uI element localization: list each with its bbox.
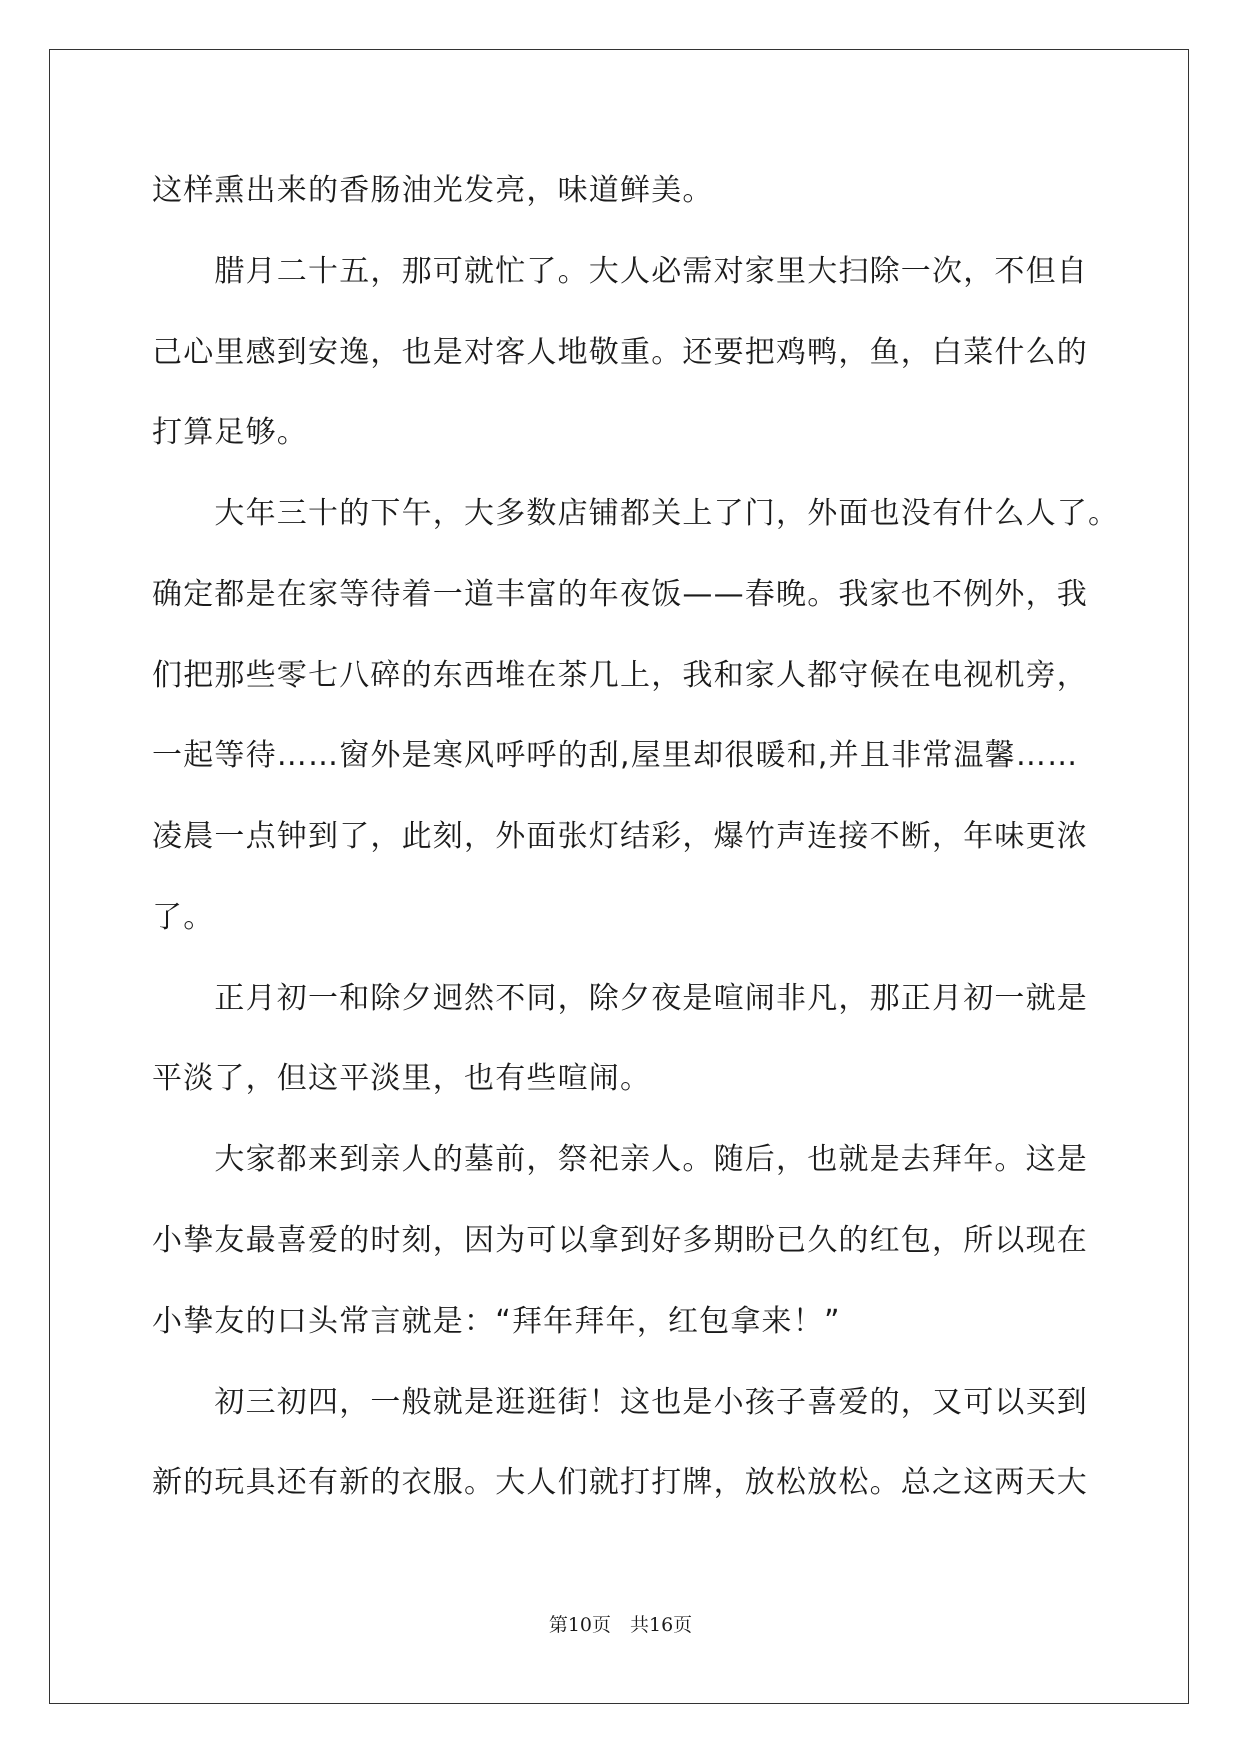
text-line: 大年三十的下午，大多数店铺都关上了门，外面也没有什么人了。 [152, 496, 1120, 531]
text-line: 正月初一和除夕迥然不同，除夕夜是喧闹非凡，那正月初一就是 [152, 981, 1088, 1016]
text-line: 平淡了，但这平淡里，也有些喧闹。 [152, 1061, 652, 1096]
text-line: 己心里感到安逸，也是对客人地敬重。还要把鸡鸭，鱼，白菜什么的 [152, 335, 1088, 370]
text-line: 打算足够。 [152, 415, 308, 450]
text-line: 这样熏出来的香肠油光发亮，味道鲜美。 [152, 173, 714, 208]
text-line: 初三初四，一般就是逛逛街！这也是小孩子喜爱的，又可以买到 [152, 1385, 1088, 1420]
text-line: 一起等待……窗外是寒风呼呼的刮,屋里却很暖和,并且非常温馨…… [152, 738, 1079, 773]
text-line: 腊月二十五，那可就忙了。大人必需对家里大扫除一次，不但自 [152, 254, 1088, 289]
text-line: 大家都来到亲人的墓前，祭祀亲人。随后，也就是去拜年。这是 [152, 1142, 1088, 1177]
text-line: 了。 [152, 900, 215, 935]
page-border [49, 49, 1189, 1704]
text-line: 们把那些零七八碎的东西堆在茶几上，我和家人都守候在电视机旁， [152, 658, 1088, 693]
text-line: 小挚友的口头常言就是：“拜年拜年，红包拿来！” [152, 1304, 841, 1339]
page-number-footer: 第10页 共16页 [548, 1614, 693, 1636]
text-line: 新的玩具还有新的衣服。大人们就打打牌，放松放松。总之这两天大 [152, 1465, 1088, 1500]
text-line: 小挚友最喜爱的时刻，因为可以拿到好多期盼已久的红包，所以现在 [152, 1223, 1088, 1258]
text-line: 凌晨一点钟到了，此刻，外面张灯结彩，爆竹声连接不断，年味更浓 [152, 819, 1088, 854]
text-line: 确定都是在家等待着一道丰富的年夜饭——春晚。我家也不例外，我 [152, 577, 1088, 612]
